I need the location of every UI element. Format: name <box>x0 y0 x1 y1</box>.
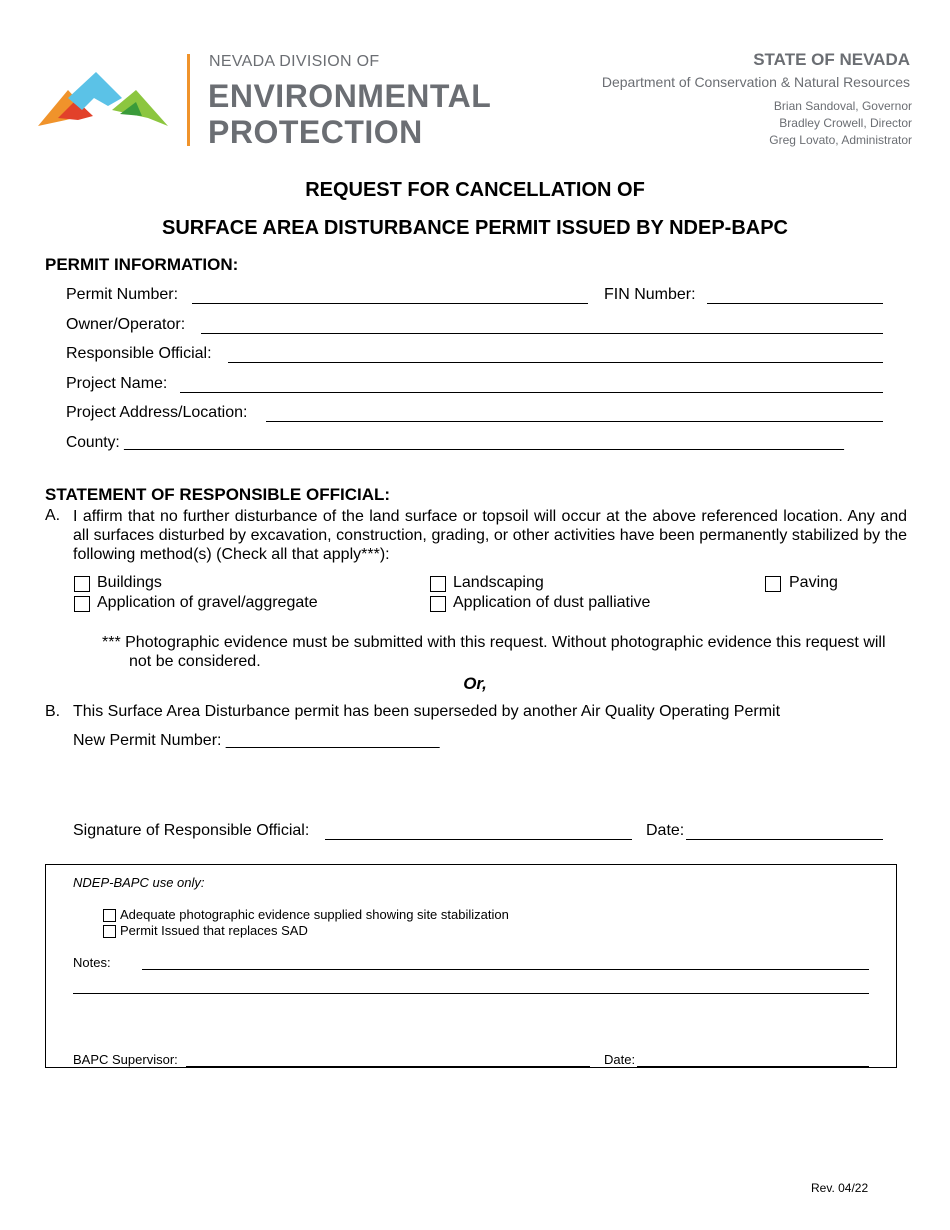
bapc-supervisor-label: BAPC Supervisor: <box>73 1052 178 1067</box>
statement-heading: STATEMENT OF RESPONSIBLE OFFICIAL: <box>45 485 391 504</box>
official-governor: Brian Sandoval, Governor <box>773 99 912 113</box>
owner-operator-field[interactable] <box>201 333 883 334</box>
notes-field-line1[interactable] <box>142 969 869 970</box>
project-address-label: Project Address/Location: <box>66 404 248 421</box>
photo-evidence-note: *** Photographic evidence must be submitted with this request. Without photographic evidence this request will not be considered. <box>102 634 886 670</box>
gravel-label: Application of gravel/aggregate <box>97 594 318 611</box>
county-field[interactable]: County: ___________________________________________________________________________________ <box>66 434 844 451</box>
paving-checkbox[interactable] <box>765 576 781 592</box>
signature-field[interactable] <box>325 839 632 840</box>
permit-number-label: Permit Number: <box>66 286 179 303</box>
option-b-text: This Surface Area Disturbance permit has been superseded by another Air Quality Operating Permit <box>73 703 781 720</box>
notes-label: Notes: <box>73 955 111 970</box>
permit-issued-checkbox[interactable] <box>103 925 116 938</box>
org-name-line1: NEVADA DIVISION OF <box>209 53 380 70</box>
responsible-official-label: Responsible Official: <box>66 345 212 362</box>
permit-info-heading: PERMIT INFORMATION: <box>45 255 239 274</box>
form-title-line2: SURFACE AREA DISTURBANCE PERMIT ISSUED BY NDEP-BAPC <box>162 217 788 239</box>
permit-issued-check-label: Permit Issued that replaces SAD <box>120 923 308 938</box>
owner-operator-label: Owner/Operator: <box>66 316 186 333</box>
new-permit-number-field[interactable]: New Permit Number: ________________________ <box>73 732 440 749</box>
or-separator: Or, <box>463 674 487 693</box>
fin-number-label: FIN Number: <box>604 286 696 303</box>
signature-date-field[interactable] <box>686 839 883 840</box>
landscaping-label: Landscaping <box>453 574 544 591</box>
signature-label: Signature of Responsible Official: <box>73 822 310 839</box>
office-use-heading: NDEP-BAPC use only: <box>73 875 205 890</box>
office-use-box <box>45 864 897 1068</box>
landscaping-checkbox[interactable] <box>430 576 446 592</box>
form-title-line1: REQUEST FOR CANCELLATION OF <box>305 179 645 201</box>
buildings-label: Buildings <box>97 574 162 591</box>
bapc-supervisor-field[interactable] <box>186 1066 590 1067</box>
project-name-label: Project Name: <box>66 375 168 392</box>
fin-number-field[interactable] <box>707 303 883 304</box>
option-a-text: I affirm that no further disturbance of the land surface or topsoil will occur at the above referenced location. Any and all surfaces disturbed by excavation, construction, grading, or other activities have been permanently stabilized by the following method(s) (Check all that apply***): <box>73 508 907 563</box>
office-date-label: Date: <box>604 1052 636 1067</box>
official-administrator: Greg Lovato, Administrator <box>769 133 912 147</box>
logo-divider <box>187 54 190 146</box>
project-address-field[interactable] <box>266 421 883 422</box>
office-date-field[interactable] <box>637 1066 869 1067</box>
photo-evidence-check-label: Adequate photographic evidence supplied showing site stabilization <box>120 907 509 922</box>
signature-date-label: Date: <box>646 822 685 839</box>
notes-field-line2[interactable] <box>73 993 869 994</box>
project-name-field[interactable] <box>180 392 883 393</box>
org-name-line3: PROTECTION <box>208 114 423 150</box>
paving-label: Paving <box>789 574 838 591</box>
revision-label: Rev. 04/22 <box>811 1181 869 1195</box>
buildings-checkbox[interactable] <box>74 576 90 592</box>
department-name: Department of Conservation & Natural Resources <box>601 74 910 90</box>
dust-palliative-label: Application of dust palliative <box>453 594 651 611</box>
option-a-marker: A. <box>45 507 61 524</box>
dust-palliative-checkbox[interactable] <box>430 596 446 612</box>
ndep-mountain-logo-icon <box>38 68 173 130</box>
state-name: STATE OF NEVADA <box>753 50 910 69</box>
option-b-marker: B. <box>45 703 61 720</box>
gravel-checkbox[interactable] <box>74 596 90 612</box>
responsible-official-field[interactable] <box>228 362 883 363</box>
photo-evidence-checkbox[interactable] <box>103 909 116 922</box>
org-name-line2: ENVIRONMENTAL <box>208 78 492 114</box>
permit-number-field[interactable] <box>192 303 588 304</box>
official-director: Bradley Crowell, Director <box>779 116 912 130</box>
